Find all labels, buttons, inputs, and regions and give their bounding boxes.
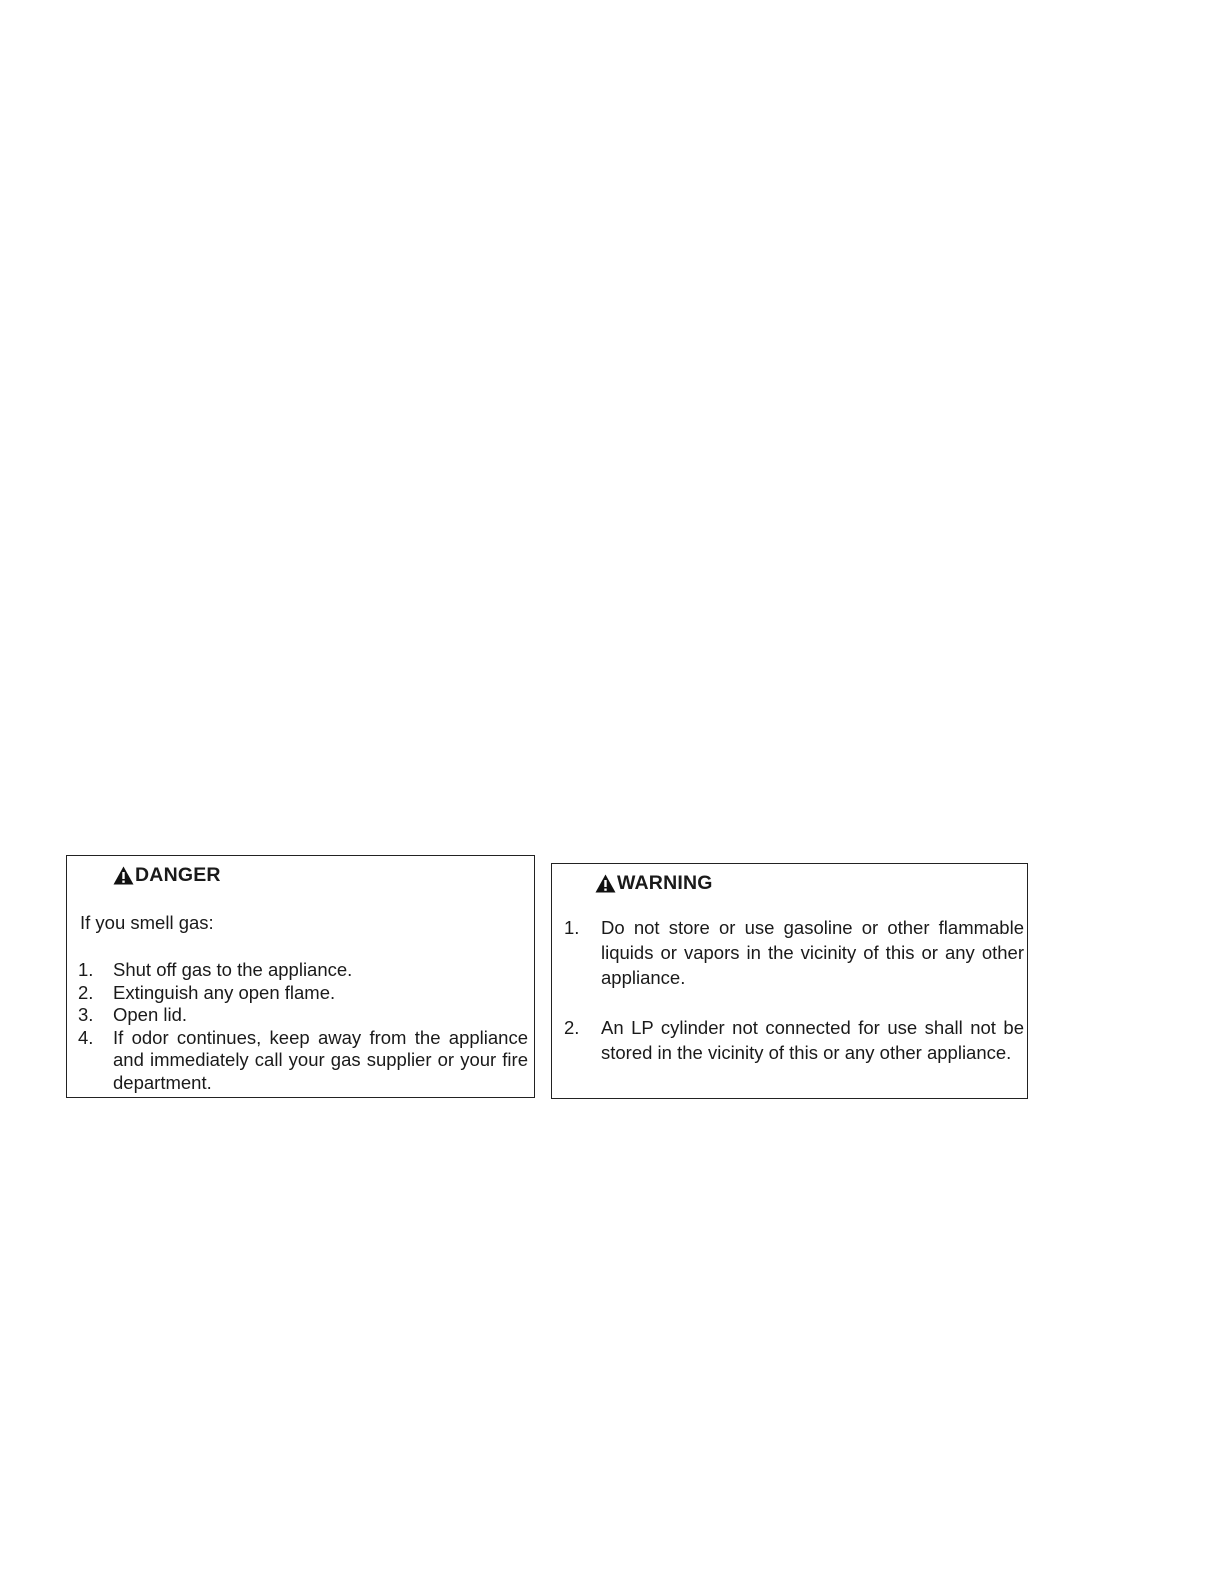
list-item-number: 2. — [564, 1017, 580, 1038]
list-item-number: 1. — [564, 917, 580, 938]
list-item — [564, 915, 1024, 990]
warning-title: WARNING — [617, 872, 713, 894]
list-item-text: Do not store or use gasoline or other flammable liquids or vapors in the vicinity of this or any other appliance. — [601, 917, 1024, 988]
warning-triangle-icon — [595, 874, 616, 893]
danger-steps-list — [78, 959, 528, 1094]
warning-notice-box — [551, 863, 1028, 1099]
list-item-number: 3. — [78, 1004, 94, 1025]
list-item-text: Shut off gas to the appliance. — [113, 959, 353, 980]
warning-triangle-icon — [113, 866, 134, 885]
list-item — [78, 1004, 528, 1027]
danger-header — [113, 864, 221, 887]
warning-items-list — [564, 915, 1024, 1065]
list-item-text: Extinguish any open flame. — [113, 981, 336, 1003]
list-item — [78, 959, 528, 982]
list-item-number: 1. — [78, 959, 94, 980]
list-item-text: An LP cylinder not connected for use shall not be stored in the vicinity of this or any other appliance. — [601, 1017, 1024, 1063]
danger-notice-box — [66, 855, 535, 1098]
list-item — [78, 1027, 528, 1095]
list-item-text: Open lid. — [113, 1004, 188, 1025]
danger-title: DANGER — [135, 864, 221, 886]
danger-intro: If you smell gas: — [80, 912, 214, 933]
list-item — [78, 982, 528, 1005]
list-item-number: 2. — [78, 981, 94, 1003]
warning-header — [595, 872, 713, 895]
list-item — [564, 1015, 1024, 1065]
list-item-text: If odor continues, keep away from the appliance and immediately call your gas supplier or your fire department. — [113, 1026, 528, 1093]
list-item-number: 4. — [78, 1026, 94, 1048]
